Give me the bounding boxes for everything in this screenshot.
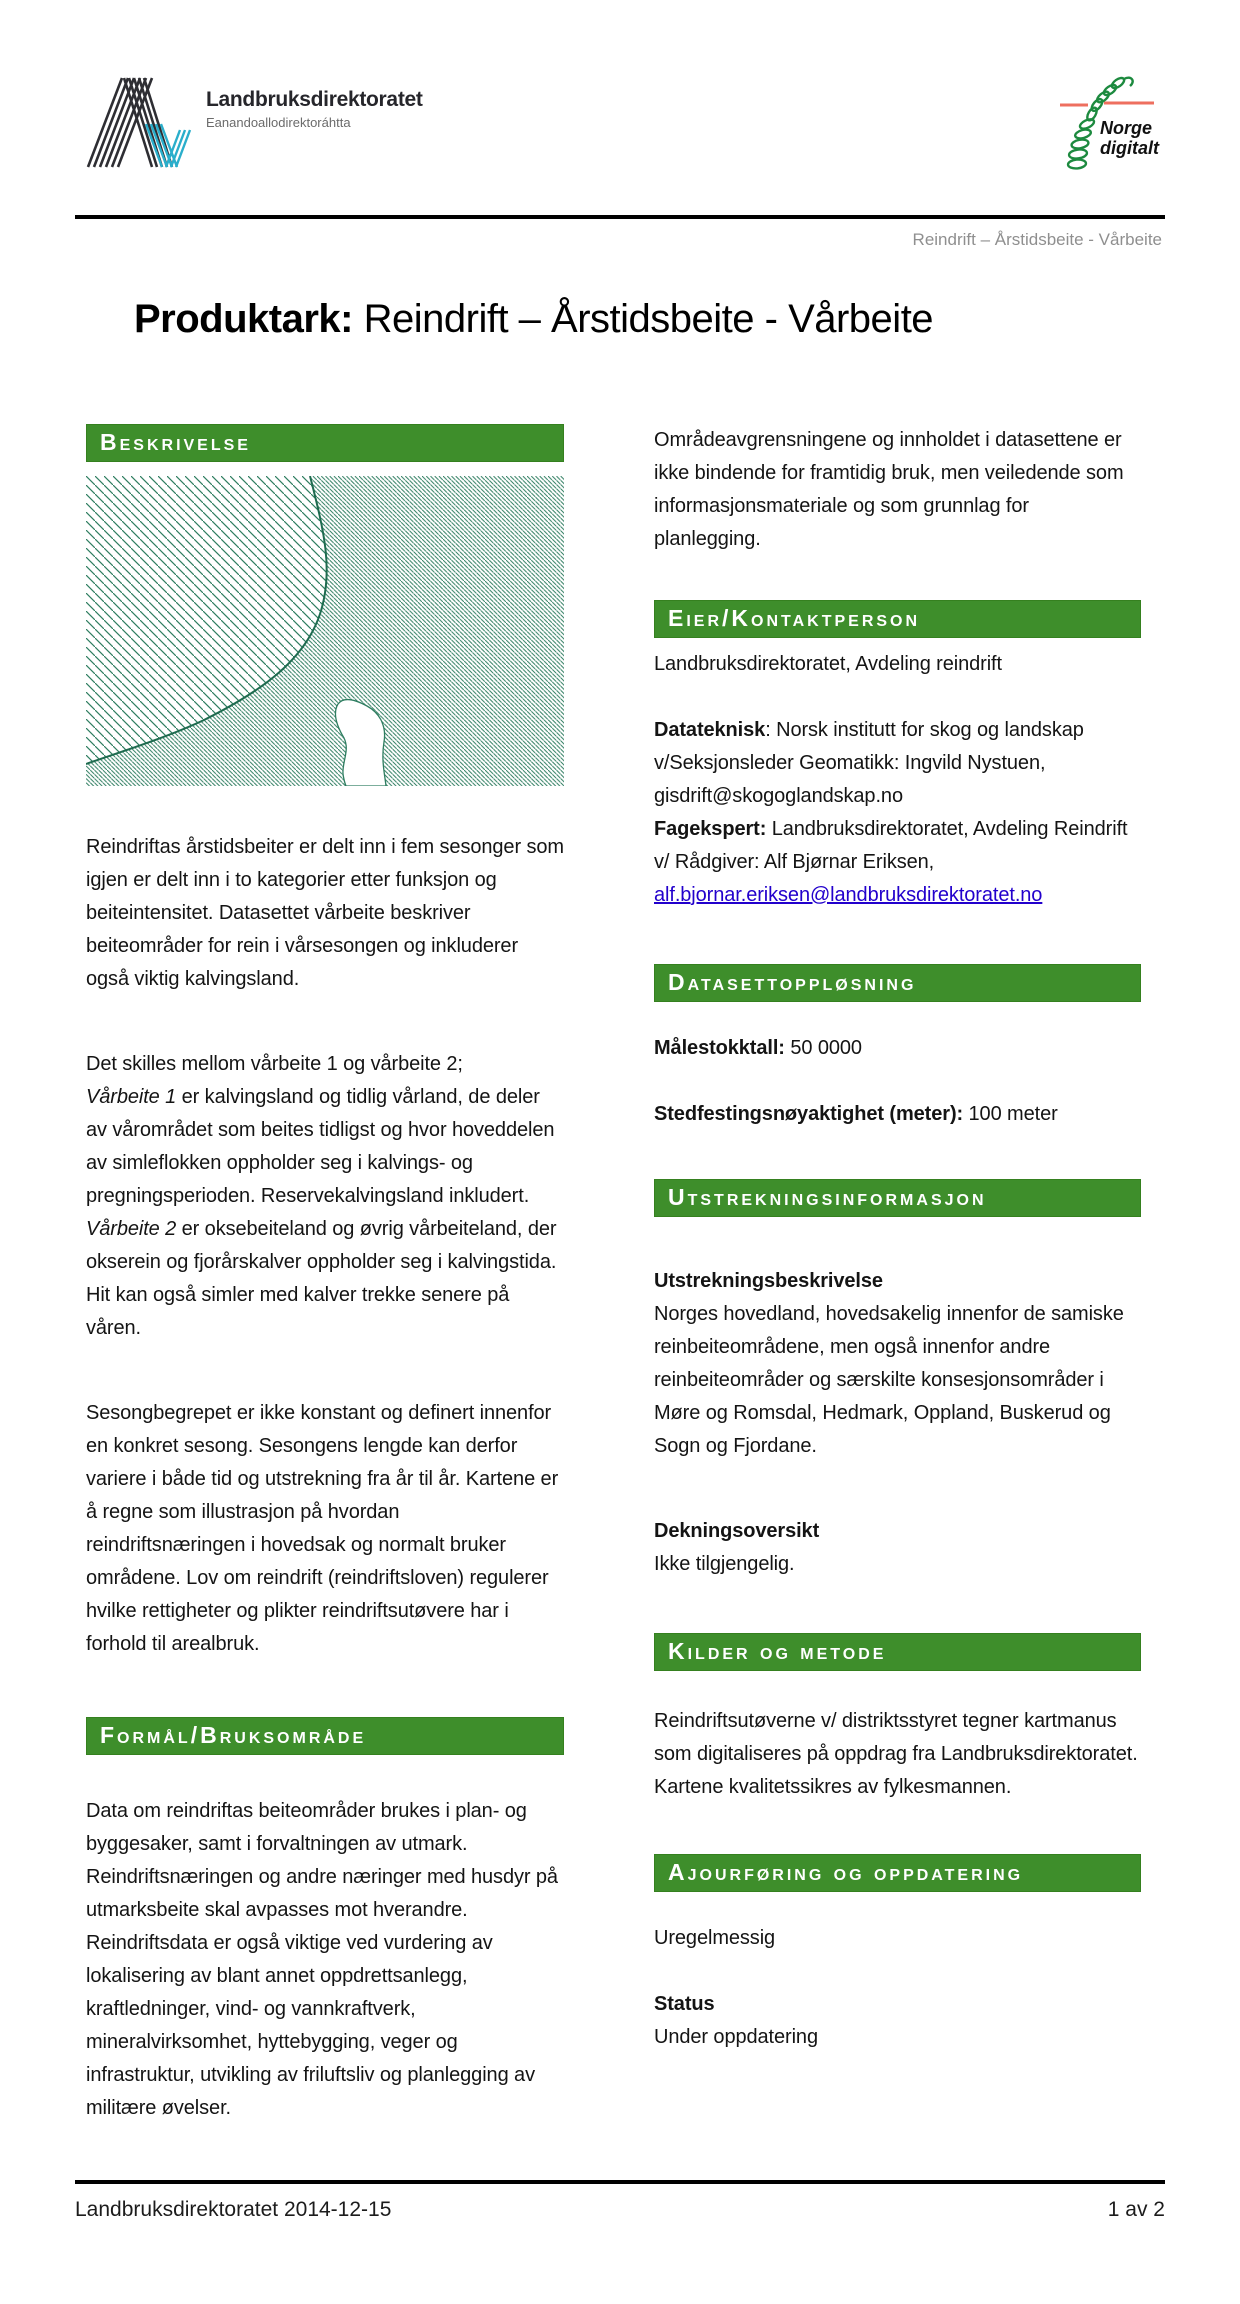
accuracy-value: 100 meter bbox=[963, 1103, 1058, 1125]
norge-digitalt-word-2: digitalt bbox=[1100, 138, 1159, 158]
varbeite-2-term: Vårbeite 2 bbox=[86, 1218, 177, 1240]
scale-value: 50 0000 bbox=[784, 1037, 862, 1059]
page-footer bbox=[75, 2180, 1165, 2222]
section-header-datasettopplosning: Datasettoppløsning bbox=[654, 964, 1141, 1002]
section-header-beskrivelse: Beskrivelse bbox=[86, 424, 564, 462]
description-paragraph-3: Sesongbegrepet er ikke konstant og definert innenfor en konkret sesong. Sesongens lengde kan derfor variere i både tid og utstrekning fra år til år. Kartene er å regne som illustrasjon på hvordan reindriftsnæringen i hovedsak og normalt bruker områdene. Lov om reindrift (reindriftsloven) regulerer hvilke rettigheter og plikter reindriftsutøvere har i forhold til arealbruk. bbox=[86, 1402, 559, 1655]
footer-publisher-date: Landbruksdirektoratet 2014-12-15 bbox=[75, 2198, 392, 2221]
section-header-kilder-og-metode: Kilder og metode bbox=[654, 1633, 1141, 1671]
section-header-formal-bruksomrade: Formål/Bruksområde bbox=[86, 1717, 564, 1755]
fagekspert-text: Landbruksdirektoratet, Avdeling Reindrift v/ Rådgiver: Alf Bjørnar Eriksen, bbox=[654, 818, 1128, 873]
purpose-paragraph: Data om reindriftas beiteområder brukes i plan- og byggesaker, samt i forvaltningen av utmark. Reindriftsnæringen og andre næringer med husdyr på utmarksbeite skal avpasses mot hverandre. Reindriftsdata er også viktige ved vurdering av lokalisering av blant annet oppdrettsanlegg, kraftledninger, vind- og vannkraftverk, mineralvirksomhet, hyttebygging, veger og infrastruktur, utvikling av friluftsliv og planlegging av militære øvelser. bbox=[86, 1800, 558, 2119]
datateknisk-label: Datateknisk bbox=[654, 719, 766, 741]
header-divider bbox=[75, 215, 1165, 219]
norge-digitalt-logo bbox=[1056, 72, 1160, 187]
section-header-eier-kontaktperson: Eier/Kontaktperson bbox=[654, 600, 1141, 638]
landbruksdirektoratet-logo bbox=[86, 72, 423, 173]
fagekspert-label: Fagekspert: bbox=[654, 818, 767, 840]
update-frequency: Uregelmessig bbox=[654, 1927, 776, 1949]
page-header bbox=[0, 0, 1240, 187]
owner-line: Landbruksdirektoratet, Avdeling reindrift bbox=[654, 653, 1002, 675]
footer-page-number: 1 av 2 bbox=[1107, 2198, 1165, 2221]
status-subheading: Status bbox=[654, 1993, 715, 2015]
extent-text: Norges hovedland, hovedsakelig innenfor de samiske reinbeiteområdene, men også innenfor andre reinbeiteområder og særskilte konsesjonsområder i Møre og Romsdal, Hedmark, Oppland, Buskerud og Sogn og Fjordane. bbox=[654, 1303, 1124, 1457]
contact-email-link[interactable]: alf.bjornar.eriksen@landbruksdirektoratet.no bbox=[654, 884, 1043, 906]
left-column bbox=[86, 424, 564, 2125]
coverage-subheading: Dekningsoversikt bbox=[654, 1520, 820, 1542]
paragraph-2-intro: Det skilles mellom vårbeite 1 og vårbeite 2; bbox=[86, 1053, 463, 1075]
landbruksdirektoratet-logo-text bbox=[206, 72, 423, 173]
logo-org-name: Landbruksdirektoratet bbox=[206, 88, 423, 111]
map-sample-image bbox=[86, 476, 564, 791]
paragraph-2-text-a: er kalvingsland og tidlig vårland, de deler av vårområdet som beites tidligst og hvor hoveddelen av simleflokken oppholder seg i kalvings- og pregningsperioden. Reservekalvingsland inkludert. bbox=[86, 1086, 555, 1207]
section-header-utstrekningsinformasjon: Utstrekningsinformasjon bbox=[654, 1179, 1141, 1217]
footer-divider bbox=[75, 2180, 1165, 2184]
scale-line bbox=[654, 1032, 1141, 1065]
norge-digitalt-word-1: Norge bbox=[1100, 118, 1153, 138]
contact-block bbox=[654, 714, 1141, 912]
description-paragraph-1: Reindriftas årstidsbeiter er delt inn i fem sesonger som igjen er delt inn i to kategorier etter funksjon og beiteintensitet. Datasettet vårbeite beskriver beiteområder for rein i vårsesongen og inkluderer også viktig kalvingsland. bbox=[86, 836, 564, 990]
content-columns bbox=[86, 424, 1240, 2125]
binding-note-paragraph: Områdeavgrensningene og innholdet i datasettene er ikke bindende for framtidig bruk, men veiledende som informasjonsmateriale og som grunnlag for planlegging. bbox=[654, 429, 1124, 550]
status-text: Under oppdatering bbox=[654, 2026, 818, 2048]
scale-label: Målestokktall: bbox=[654, 1037, 785, 1059]
extent-subheading: Utstrekningsbeskrivelse bbox=[654, 1270, 883, 1292]
accuracy-line bbox=[654, 1098, 1141, 1131]
sources-paragraph: Reindriftsutøverne v/ distriktsstyret tegner kartmanus som digitaliseres på oppdrag fra Landbruksdirektoratet. Kartene kvalitetssikres av fylkesmannen. bbox=[654, 1710, 1138, 1798]
datateknisk-text: : Norsk institutt for skog og landskap v/Seksjonsleder Geomatikk: Ingvild Nystuen, gisdrift@skogoglandskap.no bbox=[654, 719, 1084, 807]
document-reference: Reindrift – Årstidsbeite - Vårbeite bbox=[912, 230, 1162, 249]
accuracy-label: Stedfestingsnøyaktighet (meter): bbox=[654, 1103, 964, 1125]
section-header-ajourforing: Ajourføring og oppdatering bbox=[654, 1854, 1141, 1892]
paragraph-2-text-b: er oksebeiteland og øvrig vårbeiteland, der okserein og fjorårskalver oppholder seg i kalvingstida. Hit kan også simler med kalver trekke senere på våren. bbox=[86, 1218, 557, 1339]
page-title bbox=[134, 296, 1240, 342]
right-column bbox=[654, 424, 1141, 2125]
page-title-rest: Reindrift – Årstidsbeite - Vårbeite bbox=[353, 297, 934, 341]
description-paragraph-2 bbox=[86, 1048, 564, 1345]
coverage-text: Ikke tilgjengelig. bbox=[654, 1553, 795, 1575]
landbruksdirektoratet-logo-icon bbox=[86, 72, 194, 173]
varbeite-1-term: Vårbeite 1 bbox=[86, 1086, 177, 1108]
page-title-prefix: Produktark: bbox=[134, 297, 353, 341]
logo-org-name-sami: Eanandoallodirektoráhtta bbox=[206, 115, 351, 130]
